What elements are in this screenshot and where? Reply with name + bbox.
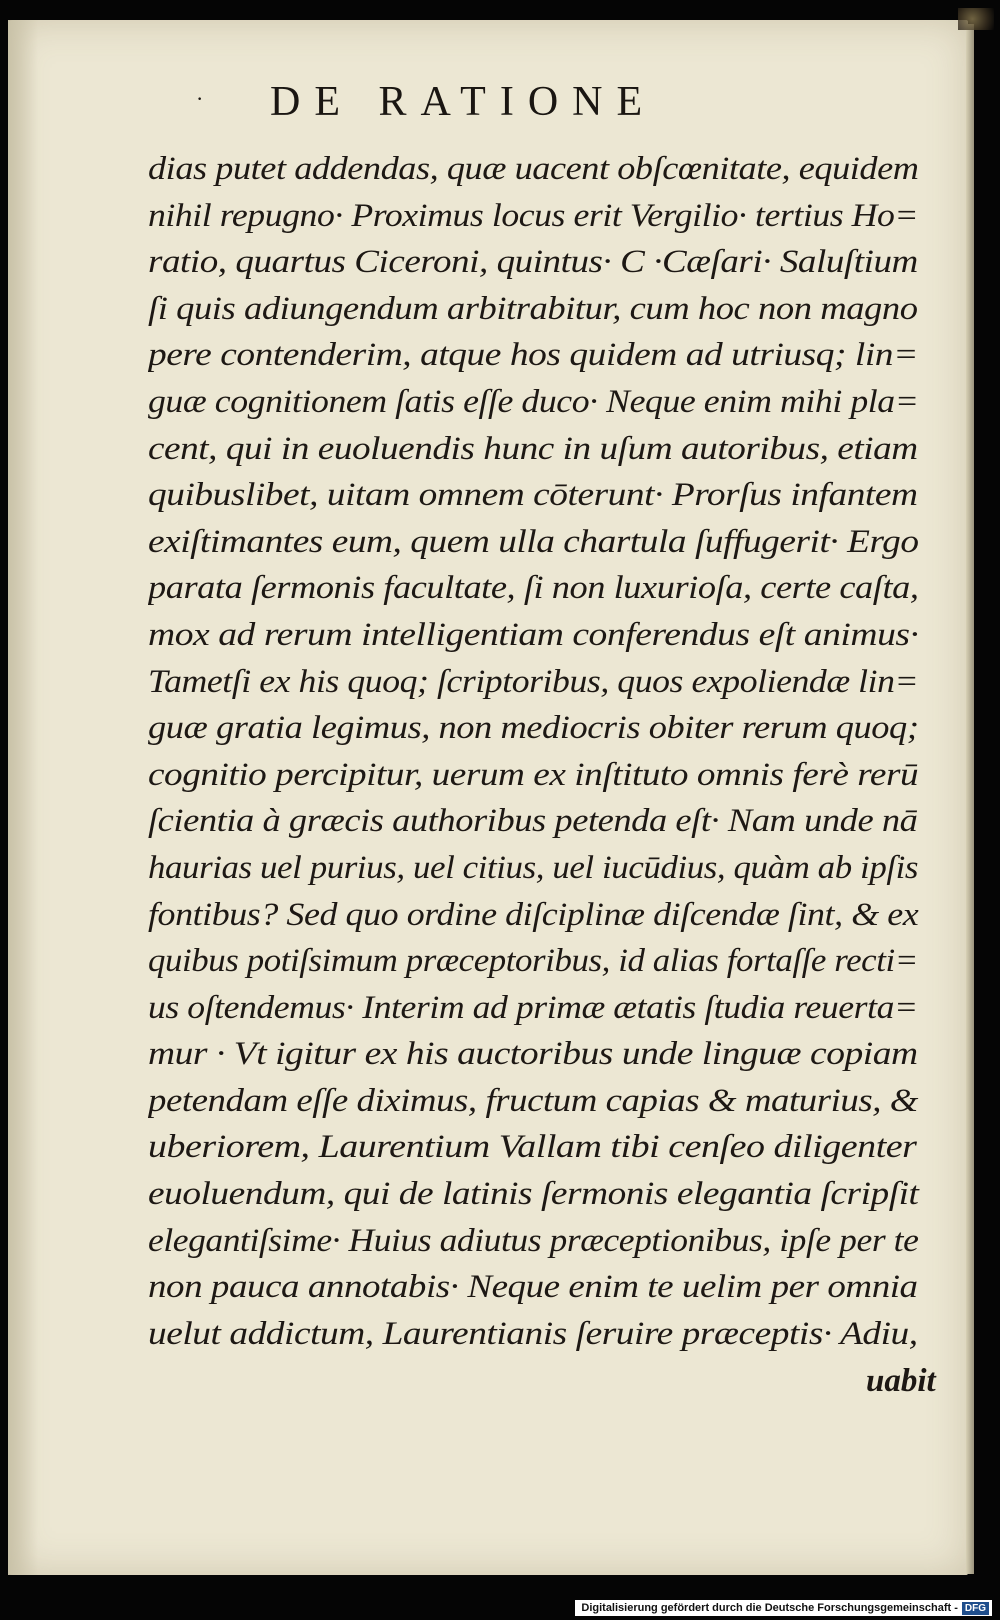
digitization-credit bbox=[575, 1600, 992, 1616]
running-head: DE RATIONE bbox=[270, 79, 657, 125]
text-line: quibuslibet, uitam omnem cōterunt· Prorſus infantem bbox=[148, 477, 918, 514]
text-line: uelut addictum, Laurentianis ſeruire præceptis· Adiu, bbox=[148, 1315, 918, 1352]
head-ornament: · bbox=[196, 86, 204, 111]
text-line: exiſtimantes eum, quem ulla chartula ſuffugerit· Ergo bbox=[148, 523, 919, 560]
dfg-logo: DFG bbox=[962, 1602, 989, 1615]
text-line: dias putet addendas, quæ uacent obſcœnitate, equidem bbox=[148, 151, 919, 187]
text-line: guæ cognitionem ſatis eſſe duco· Neque enim mihi pla= bbox=[148, 383, 919, 420]
text-line: parata ſermonis facultate, ſi non luxurioſa, certe caſta, bbox=[148, 570, 919, 607]
page-gutter bbox=[8, 20, 38, 1575]
catchword: uabit bbox=[866, 1363, 936, 1399]
text-line: cent, qui in euoluendis hunc in uſum autoribus, etiam bbox=[148, 430, 918, 467]
text-line: mur · Vt igitur ex his auctoribus unde linguæ copiam bbox=[148, 1036, 918, 1073]
text-line: ratio, quartus Ciceroni, quintus· C ·Cæſari· Saluſtium bbox=[148, 244, 918, 281]
text-block bbox=[148, 146, 938, 1357]
text-line: uberiorem, Laurentium Vallam tibi cenſeo diligenter bbox=[148, 1129, 917, 1166]
text-line: us oſtendemus· Interim ad primæ ætatis ſtudia reuerta= bbox=[148, 989, 918, 1026]
text-line: quibus potiſsimum præceptoribus, id alias fortaſſe recti= bbox=[148, 943, 918, 980]
text-line: non pauca annotabis· Neque enim te uelim per omnia bbox=[148, 1269, 918, 1306]
credit-text: Digitalisierung gefördert durch die Deutsche Forschungsgemeinschaft - bbox=[581, 1602, 958, 1614]
text-line: nihil repugno· Proximus locus erit Vergilio· tertius Ho= bbox=[148, 197, 919, 234]
text-line: ſcientia à græcis authoribus petenda eſt· Nam unde nā bbox=[148, 803, 918, 840]
text-line: petendam eſſe diximus, fructum capias & maturius, & bbox=[148, 1082, 918, 1119]
text-line: haurias uel purius, uel citius, uel iucūdius, quàm ab ipſis bbox=[148, 849, 919, 886]
corner-mark bbox=[958, 8, 994, 30]
text-line: fontibus? Sed quo ordine diſciplinæ diſcendæ ſint, & ex bbox=[148, 896, 919, 933]
text-line: ſi quis adiungendum arbitrabitur, cum hoc non magno bbox=[148, 290, 918, 327]
text-line: pere contenderim, atque hos quidem ad utriusq; lin= bbox=[148, 337, 918, 374]
text-line: cognitio percipitur, uerum ex inſtituto omnis ferè rerū bbox=[148, 756, 919, 793]
text-line: euoluendum, qui de latinis ſermonis elegantia ſcripſit bbox=[148, 1176, 919, 1213]
text-line: elegantiſsime· Huius adiutus præceptionibus, ipſe per te bbox=[148, 1222, 919, 1259]
text-line: mox ad rerum intelligentiam conferendus eſt animus· bbox=[148, 616, 919, 653]
text-line: guæ gratia legimus, non mediocris obiter rerum quoq; bbox=[148, 710, 919, 747]
text-line: Tametſi ex his quoq; ſcriptoribus, quos expoliendæ lin= bbox=[148, 663, 919, 700]
